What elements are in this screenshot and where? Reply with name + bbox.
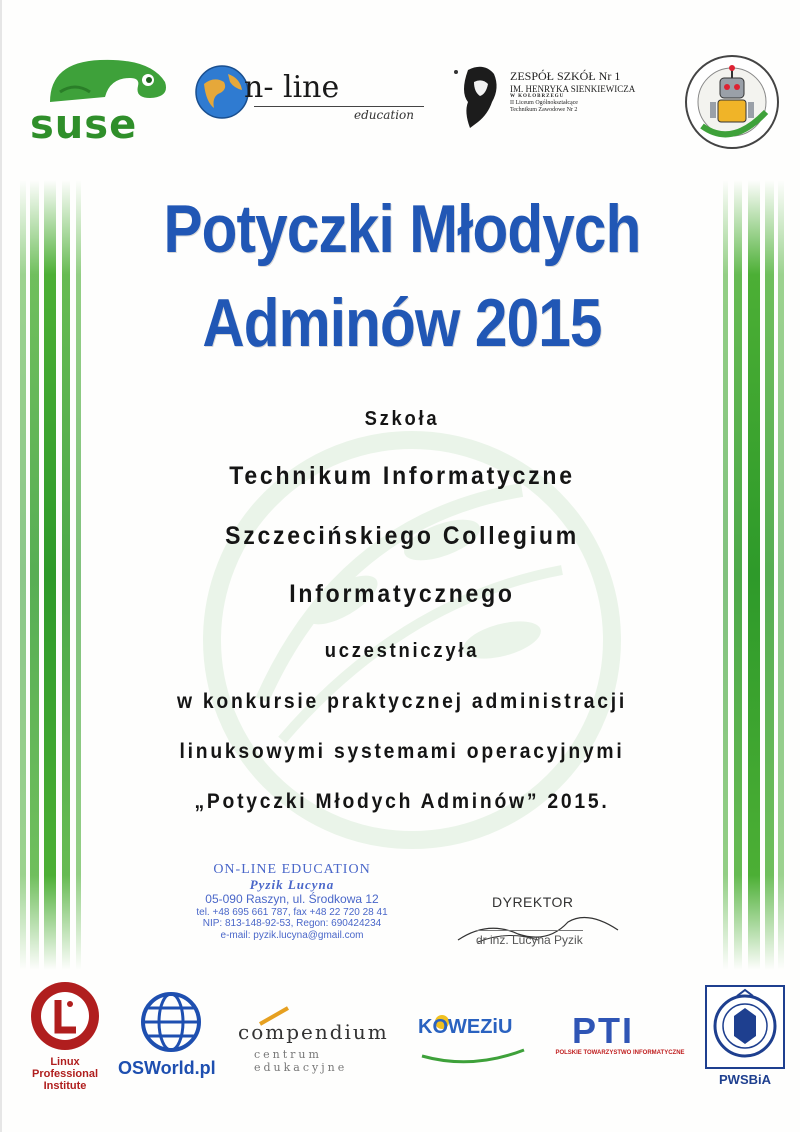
zespol-line5: Technikum Zawodowe Nr 2 [510, 106, 578, 113]
stamp-line6: e-mail: pyzik.lucyna@gmail.com [220, 929, 364, 941]
globe-icon [194, 64, 250, 120]
pti-sub: POLSKIE TOWARZYSTWO INFORMATYCZNE [555, 1050, 685, 1056]
title-line1: Potyczki Młodych [163, 191, 641, 267]
lpi-line2: Professional [31, 1068, 99, 1081]
online-sub: education [354, 108, 414, 122]
pwsbia-logo [704, 984, 786, 1094]
director-name: dr inż. Lucyna Pyzik [476, 930, 583, 947]
title-line2: Adminów 2015 [202, 285, 602, 361]
director-title: DYREKTOR [492, 894, 574, 910]
stamp-line3: 05-090 Raszyn, ul. Środkowa 12 [205, 892, 379, 907]
suse-wordmark: suse [30, 102, 138, 148]
participated-text: uczestniczyła [324, 640, 480, 662]
zespol-line1: ZESPÓŁ SZKÓŁ Nr 1 [510, 69, 621, 83]
lpi-line3: Institute [43, 1080, 87, 1093]
compendium-sub: centrum edukacyjne [254, 1048, 348, 1074]
suse-logo [30, 52, 180, 148]
company-stamp [182, 862, 402, 941]
lpi-line1: Linux [50, 1056, 80, 1068]
zespol-line2: IM. HENRYKA SIENKIEWICZA [510, 83, 636, 94]
sienkiewicz-portrait-icon [450, 62, 506, 132]
school-label: Szkoła [364, 408, 440, 430]
zespol-szkol-logo [450, 62, 660, 142]
online-education-logo [194, 64, 434, 124]
school-name-line3: Informatycznego [289, 580, 515, 608]
kowezu-wordmark: KOWEZiU [418, 1016, 513, 1038]
stamp-line4: tel. +48 695 661 787, fax +48 22 720 28 41 [196, 906, 388, 918]
zespol-line4: II Liceum Ogólnokształcące [510, 99, 578, 106]
pti-wordmark: PTI [572, 1010, 635, 1051]
compendium-logo [238, 1010, 408, 1074]
globe-grid-icon [136, 990, 206, 1054]
pti-logo [540, 1010, 700, 1070]
description-line2: linuksowymi systemami operacyjnymi [179, 740, 625, 763]
description-line3: „Potyczki Młodych Adminów” 2015. [194, 790, 610, 813]
online-wordmark: n- line [244, 70, 340, 105]
compendium-wordmark: compendium [238, 1020, 389, 1044]
zespol-line3: W KOŁOBRZEGU [510, 94, 565, 100]
university-seal-icon [704, 984, 786, 1070]
osworld-logo [118, 990, 228, 1090]
school-name-line2: Szczecińskiego Collegium [225, 522, 579, 550]
lpi-emblem-icon [24, 978, 106, 1054]
description-line1: w konkursie praktycznej administracji [176, 690, 628, 713]
technikum-mechatroniczne-logo [682, 52, 782, 152]
osworld-wordmark: OSWorld.pl [118, 1058, 216, 1078]
online-rule [254, 106, 424, 107]
robot-badge-icon [682, 52, 782, 152]
school-name-line1: Technikum Informatyczne [229, 462, 575, 490]
stamp-line5: NIP: 813-148-92-53, Regon: 690424234 [202, 918, 382, 930]
pwsbia-wordmark: PWSBiA [719, 1072, 771, 1087]
lpi-logo [24, 978, 106, 1098]
stamp-line2: Pyzik Lucyna [249, 877, 335, 893]
kowezu-logo [412, 1010, 532, 1070]
stamp-line1: ON-LINE EDUCATION [213, 862, 371, 877]
